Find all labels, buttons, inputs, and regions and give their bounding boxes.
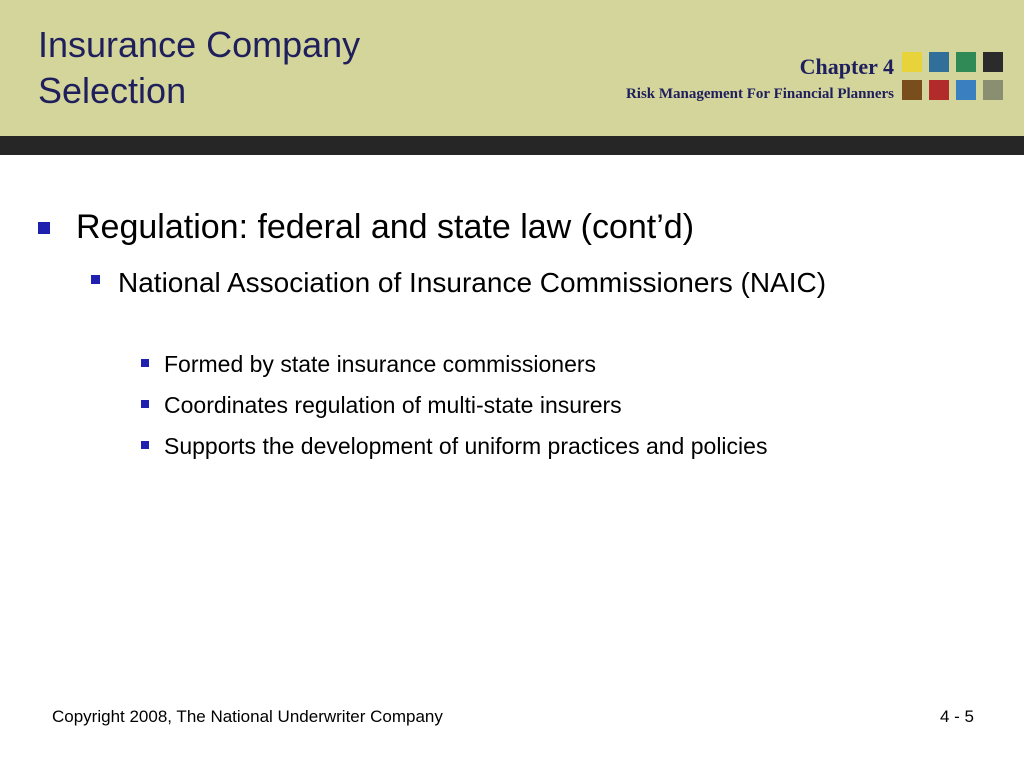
color-square [956, 52, 976, 72]
square-bullet-icon [141, 441, 149, 449]
bullet-level-3 [164, 389, 984, 421]
square-bullet-icon [141, 359, 149, 367]
slide-title [38, 22, 360, 114]
bullet-level-2 [118, 262, 938, 304]
decorative-color-squares [902, 52, 1012, 104]
bullet-text: Coordinates regulation of multi-state insurers [164, 392, 622, 418]
color-square [902, 52, 922, 72]
slide-title-line-1: Insurance Company [38, 24, 361, 65]
square-bullet-icon [91, 275, 100, 284]
color-square [956, 80, 976, 100]
header-divider-bar [0, 136, 1024, 155]
color-square [983, 52, 1003, 72]
chapter-label: Chapter 4 [799, 54, 894, 79]
bullet-level-3 [164, 430, 984, 462]
bullet-text: Supports the development of uniform practices and policies [164, 433, 768, 459]
bullet-text: Formed by state insurance commissioners [164, 351, 597, 377]
color-square [929, 52, 949, 72]
square-bullet-icon [141, 400, 149, 408]
page-number: 4 - 5 [939, 707, 974, 726]
square-bullet-icon [38, 222, 50, 234]
copyright-notice: Copyright 2008, The National Underwriter Company [52, 707, 443, 726]
color-square [983, 80, 1003, 100]
book-subtitle: Risk Management For Financial Planners [625, 86, 894, 102]
color-square [902, 80, 922, 100]
bullet-level-3 [164, 348, 984, 380]
slide-title-line-2: Selection [38, 70, 187, 111]
bullet-text: Regulation: federal and state law (cont’d) [76, 208, 695, 246]
bullet-text: National Association of Insurance Commissioners (NAIC) [118, 267, 827, 298]
bullet-level-1 [76, 206, 976, 248]
color-square [929, 80, 949, 100]
